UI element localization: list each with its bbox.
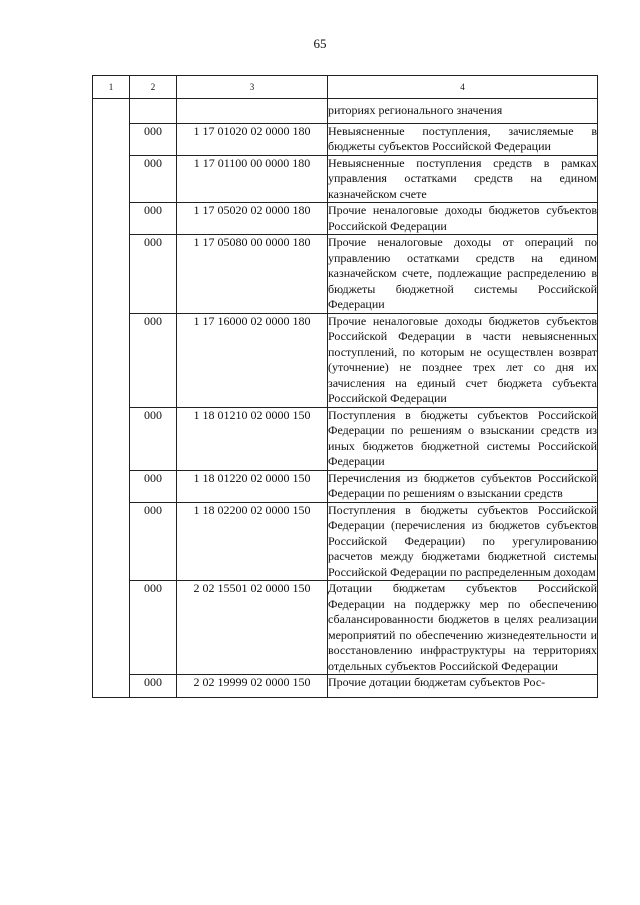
table-row [93, 581, 598, 675]
table-row [93, 313, 598, 407]
table-row [93, 470, 598, 502]
budget-code-cell: 1 17 05020 02 0000 180 [177, 203, 328, 235]
budget-code-cell: 1 17 16000 02 0000 180 [177, 313, 328, 407]
budget-code-cell: 1 18 01210 02 0000 150 [177, 407, 328, 470]
revenue-name-cell: риториях регионального значения [328, 99, 598, 124]
admin-code-cell: 000 [130, 235, 177, 314]
admin-code-cell: 000 [130, 675, 177, 698]
table-row-continued [93, 99, 598, 124]
table-row [93, 155, 598, 203]
budget-code-cell: 1 17 01020 02 0000 180 [177, 123, 328, 155]
revenue-name-cell: Дотации бюджетам субъектов Российской Федерации на поддержку мер по обеспечению сбалансированности бюджетов в целях реализации мероприятий по обеспечению жизнедеятельности и восстановлению инфраструктуры на территориях отдельных субъектов Российской Федерации [328, 581, 597, 673]
admin-code-cell: 000 [130, 155, 177, 203]
revenue-name-cell: Невыясненные поступления, зачисляемые в бюджеты субъектов Российской Федерации [328, 123, 597, 153]
revenue-name-cell: Прочие неналоговые доходы бюджетов субъектов Российской Федерации [328, 203, 597, 233]
table-row [93, 407, 598, 470]
budget-code-cell: 1 17 01100 00 0000 180 [177, 155, 328, 203]
table-row [93, 235, 598, 314]
admin-code-cell: 000 [130, 203, 177, 235]
admin-code-cell: 000 [130, 123, 177, 155]
admin-code-cell: 000 [130, 470, 177, 502]
column-1-cell [93, 99, 130, 698]
table-row [93, 675, 598, 698]
budget-code-cell: 1 17 05080 00 0000 180 [177, 235, 328, 314]
page-number: 65 [313, 36, 327, 51]
revenue-name-cell: Прочие дотации бюджетам субъектов Рос- [328, 675, 598, 698]
column-number-3: 3 [177, 76, 328, 99]
budget-revenue-table [92, 75, 598, 698]
table-row [93, 203, 598, 235]
revenue-name-cell: Перечисления из бюджетов субъектов Российской Федерации по решениям о взыскании средств [328, 470, 597, 500]
column-number-1: 1 [93, 76, 130, 99]
revenue-name-cell: Поступления в бюджеты субъектов Российской Федерации по решениям о взыскании средств из иных бюджетов бюджетной системы Российской Федерации [328, 407, 597, 468]
revenue-name-cell: Прочие неналоговые доходы от операций по управлению остатками средств на едином казначейском счете, подлежащие распределению в бюджеты бюджетной системы Российской Федерации [328, 235, 597, 311]
revenue-name-cell: Невыясненные поступления средств в рамках управления остатками средств на едином казначейском счете [328, 155, 597, 201]
budget-code-cell: 2 02 15501 02 0000 150 [177, 581, 328, 675]
admin-code-cell: 000 [130, 313, 177, 407]
admin-code-cell [130, 99, 177, 124]
admin-code-cell: 000 [130, 581, 177, 675]
revenue-name-cell: Прочие неналоговые доходы бюджетов субъектов Российской Федерации в части невыясненных поступлений, по которым не осуществлен возврат (уточнение) не позднее трех лет со дня их зачисления на единый счет бюджета субъекта Российской Федерации [328, 313, 597, 405]
column-number-4: 4 [328, 76, 598, 99]
budget-code-cell [177, 99, 328, 124]
table-row [93, 123, 598, 155]
table-body [93, 76, 598, 698]
table-header-row [93, 76, 598, 99]
budget-code-cell: 1 18 01220 02 0000 150 [177, 470, 328, 502]
table-row [93, 502, 598, 581]
admin-code-cell: 000 [130, 407, 177, 470]
budget-code-cell: 2 02 19999 02 0000 150 [177, 675, 328, 698]
admin-code-cell: 000 [130, 502, 177, 581]
revenue-name-cell: Поступления в бюджеты субъектов Российской Федерации (перечисления из бюджетов субъектов Российской Федерации) по урегулированию расчетов между бюджетами бюджетной системы Российской Федерации по распределенным доходам [328, 502, 597, 579]
column-number-2: 2 [130, 76, 177, 99]
budget-code-cell: 1 18 02200 02 0000 150 [177, 502, 328, 581]
